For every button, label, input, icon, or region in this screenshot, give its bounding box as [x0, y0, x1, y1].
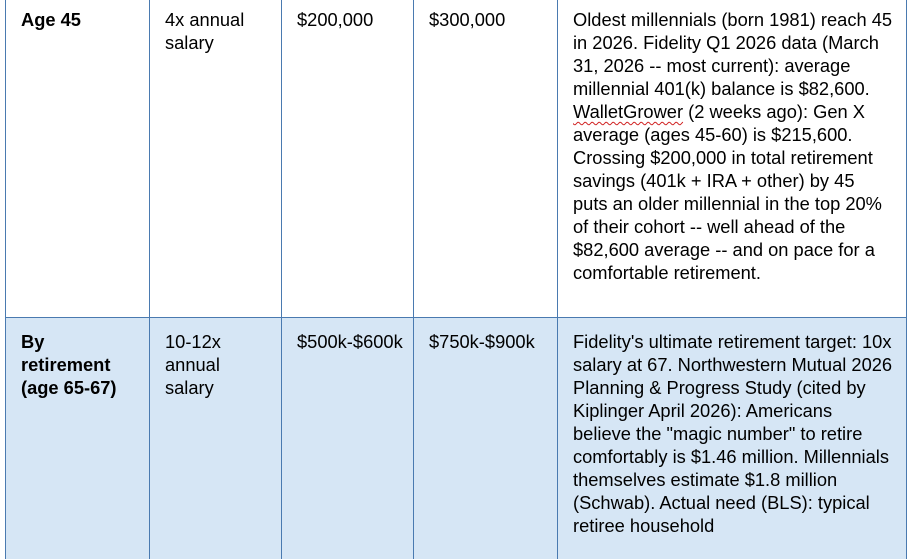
- spellcheck-flagged-word[interactable]: WalletGrower: [573, 101, 684, 122]
- table-row: [6, 318, 907, 559]
- milestone-cell[interactable]: Age 45: [6, 0, 150, 318]
- salary-multiple-cell[interactable]: 10-12x annual salary: [150, 318, 282, 559]
- notes-text: Oldest millennials (born 1981) reach 45 in 2026. Fidelity Q1 2026 data (March 31, 2026 -- most current): average millennial 401(k) balance is $82,600.: [573, 9, 893, 99]
- milestone-cell[interactable]: By retirement (age 65-67): [6, 318, 150, 559]
- savings-milestones-table: [5, 0, 907, 559]
- target-amount-cell[interactable]: $500k-$600k: [282, 318, 414, 559]
- notes-cell[interactable]: [558, 0, 907, 318]
- target-amount-cell[interactable]: $750k-$900k: [414, 318, 558, 559]
- table-row: [6, 0, 907, 318]
- target-amount-cell[interactable]: $300,000: [414, 0, 558, 318]
- target-amount-cell[interactable]: $200,000: [282, 0, 414, 318]
- notes-text: (2 weeks ago): Gen X average (ages 45-60) is $215,600. Crossing $200,000 in total retirement savings (401k + IRA + other) by 45 puts an older millennial in the top 20% of their cohort -- well ahead of the $82,600 average -- and on pace for a comfortable retirement.: [573, 101, 882, 283]
- salary-multiple-cell[interactable]: 4x annual salary: [150, 0, 282, 318]
- notes-cell[interactable]: Fidelity's ultimate retirement target: 10x salary at 67. Northwestern Mutual 2026 Planning & Progress Study (cited by Kiplinger April 2026): Americans believe the "magic number" to retire comfortably is $1.46 million. Millennials themselves estimate $1.8 million (Schwab). Actual need (BLS): typical retiree household: [558, 318, 907, 559]
